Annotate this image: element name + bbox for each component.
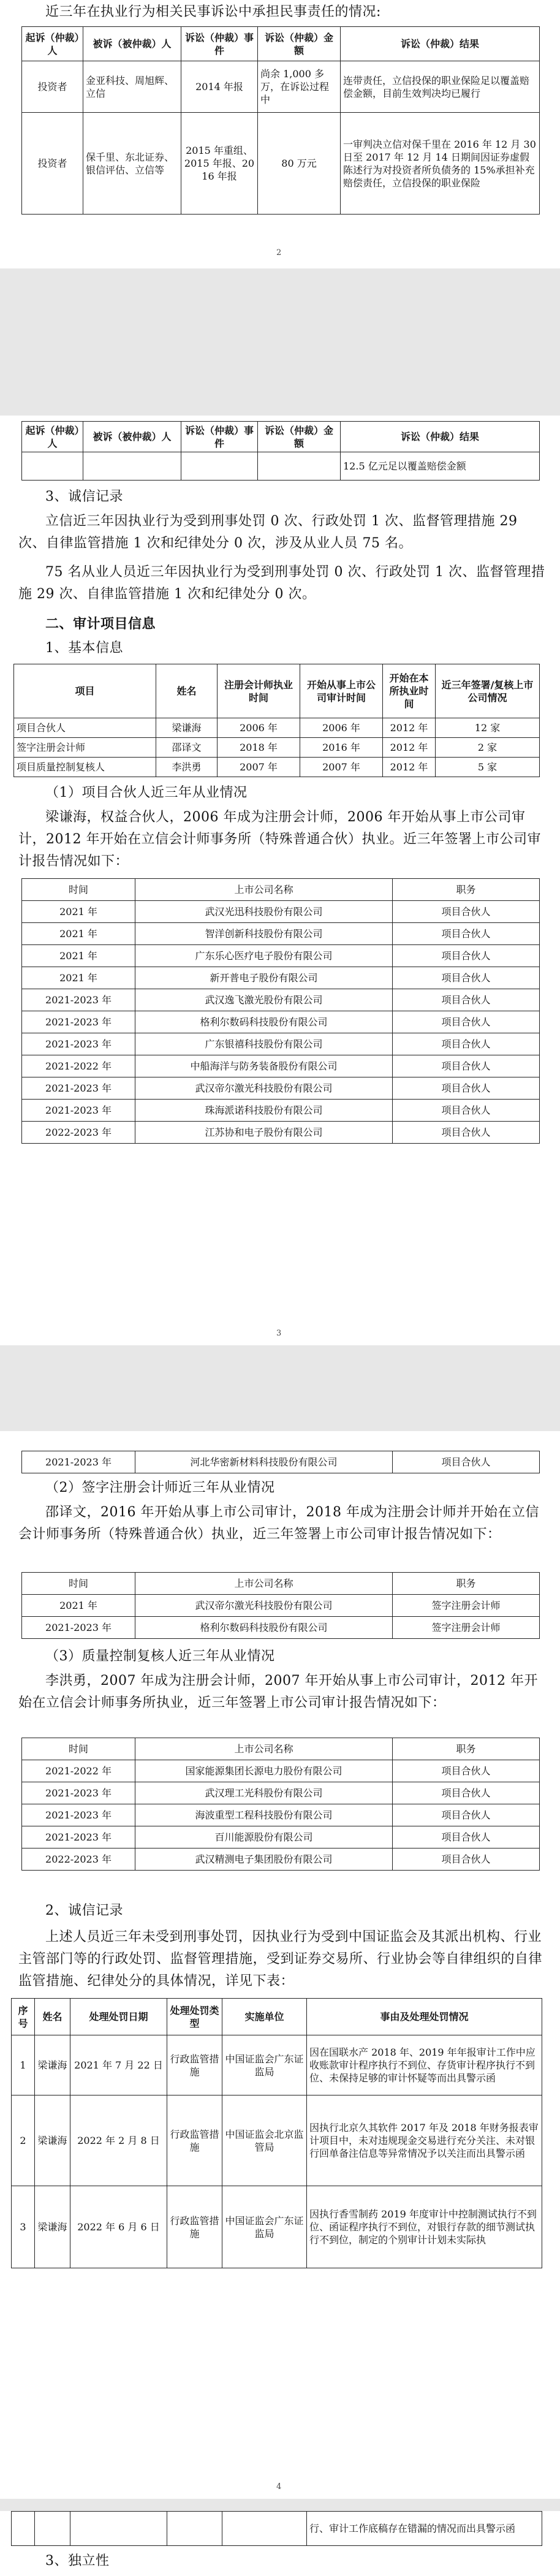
cell: 因执行香雪制药 2019 年度审计中控制测试执行不到位、函证程序执行不到位，对银行存款的细节测试执行不到位，制定的个别审计计划未实际执 bbox=[307, 2186, 542, 2268]
col-role: 职务 bbox=[393, 1573, 540, 1595]
cell: 2021-2023 年 bbox=[22, 1617, 135, 1639]
page-gap bbox=[0, 2499, 560, 2511]
cell: 项目合伙人 bbox=[393, 967, 540, 989]
civil-liability-table-cont bbox=[21, 421, 540, 481]
cell: 2021-2023 年 bbox=[22, 1782, 135, 1804]
col-time: 时间 bbox=[22, 1573, 135, 1595]
cell: 2021-2023 年 bbox=[22, 1804, 135, 1826]
table-row bbox=[12, 2186, 542, 2268]
qc-section-title: （3）质量控制复核人近三年从业情况 bbox=[45, 1649, 275, 1664]
col-plaintiff: 起诉（仲裁）人 bbox=[22, 422, 83, 452]
page-gap bbox=[0, 1345, 560, 1431]
col-result: 诉讼（仲裁）结果 bbox=[341, 27, 540, 61]
table-row bbox=[22, 1451, 540, 1473]
cell: 中国证监会北京监管局 bbox=[222, 2095, 307, 2186]
cell: 武汉理工光科股份有限公司 bbox=[135, 1782, 393, 1804]
col-event: 诉讼（仲裁）事件 bbox=[181, 27, 258, 61]
cell: 梁谦海 bbox=[35, 2095, 70, 2186]
cell: 2012 年 bbox=[383, 738, 436, 758]
cell: 武汉逸飞激光股份有限公司 bbox=[135, 989, 393, 1011]
cell: 尚余 1,000 多万，在诉讼过程中 bbox=[258, 61, 341, 113]
integrity2-desc: 上述人员近三年未受到刑事处罚，因执业行为受到中国证监会及其派出机构、行业主管部门等的行政处罚、监督管理措施，受到证券交易所、行业协会等自律组织的自律监管措施、纪律处分的具体情况，详见下表： bbox=[18, 1929, 543, 1989]
cell: 珠海派诺科技股份有限公司 bbox=[135, 1100, 393, 1122]
cell: 签字注册会计师 bbox=[393, 1617, 540, 1639]
cell: 金亚科技、周旭辉、立信 bbox=[83, 61, 181, 113]
table-row bbox=[22, 1077, 540, 1100]
page-number: 2 bbox=[276, 248, 282, 257]
cell: 因执行北京久其软件 2017 年及 2018 年财务报表审计项目中，未对违规现金交易进行充分关注、未对银行回单备注信息等异常情况予以关注而出具警示函 bbox=[307, 2095, 542, 2186]
cell: 新开普电子股份有限公司 bbox=[135, 967, 393, 989]
cell: 2014 年报 bbox=[181, 61, 258, 113]
cell: 项目合伙人 bbox=[393, 1033, 540, 1055]
cell: 梁谦海 bbox=[156, 718, 218, 738]
cell: 广东乐心医疗电子股份有限公司 bbox=[135, 945, 393, 967]
table-row bbox=[22, 1848, 540, 1871]
col-amount: 诉讼（仲裁）金额 bbox=[258, 27, 341, 61]
cell: 2016 年 bbox=[300, 738, 383, 758]
col-amount: 诉讼（仲裁）金额 bbox=[258, 422, 341, 452]
cell: 项目合伙人 bbox=[393, 923, 540, 945]
table-row bbox=[12, 2035, 542, 2095]
cell: 广东银禧科技股份有限公司 bbox=[135, 1033, 393, 1055]
cell: 因在国联水产 2018 年、2019 年年报审计工作中应收账款审计程序执行不到位、存货审计程序执行不到位、未保持足够的审计怀疑等而出具警示函 bbox=[307, 2035, 542, 2095]
page-number: 4 bbox=[276, 2482, 282, 2491]
cell: 项目合伙人 bbox=[393, 1055, 540, 1077]
cell: 2 bbox=[12, 2095, 35, 2186]
col-role: 职务 bbox=[393, 879, 540, 901]
cell: 2021 年 bbox=[22, 967, 135, 989]
civil-liability-table bbox=[21, 26, 540, 215]
signer-section-title: （2）签字注册会计师近三年从业情况 bbox=[45, 1480, 275, 1495]
cell: 格利尔数码科技股份有限公司 bbox=[135, 1011, 393, 1033]
col-cpa-since: 注册会计师执业时间 bbox=[218, 664, 300, 718]
table-row bbox=[22, 1100, 540, 1122]
cell bbox=[70, 2512, 167, 2546]
cell: 项目质量控制复核人 bbox=[14, 758, 156, 777]
cell: 中国证监会广东证监局 bbox=[222, 2186, 307, 2268]
cell: 5 家 bbox=[436, 758, 540, 777]
page-4 bbox=[0, 2511, 560, 2576]
cell: 江苏协和电子股份有限公司 bbox=[135, 1122, 393, 1144]
cell: 2021-2023 年 bbox=[22, 1826, 135, 1848]
col-time: 时间 bbox=[22, 1738, 135, 1760]
cell: 2021 年 bbox=[22, 945, 135, 967]
cell: 2021 年 bbox=[22, 923, 135, 945]
cell: 李洪勇 bbox=[156, 758, 218, 777]
table-row bbox=[22, 901, 540, 923]
col-listed-audit-since: 开始从事上市公司审计时间 bbox=[300, 664, 383, 718]
penalty-table-cont bbox=[11, 2511, 542, 2546]
cell: 2022 年 6 月 6 日 bbox=[70, 2186, 167, 2268]
penalty-table bbox=[11, 1998, 542, 2268]
table-row bbox=[22, 945, 540, 967]
signer-work-table bbox=[21, 1572, 540, 1639]
col-role: 职务 bbox=[393, 1738, 540, 1760]
cell: 2007 年 bbox=[300, 758, 383, 777]
cell bbox=[83, 452, 181, 481]
cell: 2021-2022 年 bbox=[22, 1760, 135, 1782]
cell: 2022 年 2 月 8 日 bbox=[70, 2095, 167, 2186]
cell: 项目合伙人 bbox=[393, 1804, 540, 1826]
signer-desc: 邵译文，2016 年开始从事上市公司审计，2018 年成为注册会计师并开始在立信会计师事务所（特殊普通合伙）执业，近三年签署上市公司审计报告情况如下： bbox=[18, 1505, 539, 1542]
page-gap bbox=[0, 268, 560, 416]
integrity-title: 3、诚信记录 bbox=[45, 489, 123, 504]
cell: 格利尔数码科技股份有限公司 bbox=[135, 1617, 393, 1639]
cell: 项目合伙人 bbox=[393, 901, 540, 923]
cell: 签字注册会计师 bbox=[14, 738, 156, 758]
cell: 武汉精测电子集团股份有限公司 bbox=[135, 1848, 393, 1871]
table-row bbox=[22, 1011, 540, 1033]
table-row bbox=[22, 923, 540, 945]
cell: 项目合伙人 bbox=[393, 1782, 540, 1804]
cell: 2021 年 bbox=[22, 1595, 135, 1617]
col-time: 时间 bbox=[22, 879, 135, 901]
cell: 项目合伙人 bbox=[393, 1100, 540, 1122]
cell: 2007 年 bbox=[218, 758, 300, 777]
table-row bbox=[22, 113, 540, 215]
qc-work-table bbox=[21, 1738, 540, 1871]
page-3 bbox=[0, 1431, 560, 2499]
col-result: 诉讼（仲裁）结果 bbox=[341, 422, 540, 452]
table-row bbox=[22, 1826, 540, 1848]
cell: 2022-2023 年 bbox=[22, 1122, 135, 1144]
integrity2-title: 2、诚信记录 bbox=[45, 1903, 123, 1918]
col-project: 项目 bbox=[14, 664, 156, 718]
cell: 1 bbox=[12, 2035, 35, 2095]
table-row bbox=[22, 1760, 540, 1782]
cell: 中船海洋与防务装备股份有限公司 bbox=[135, 1055, 393, 1077]
table-row bbox=[22, 1804, 540, 1826]
col-event: 诉讼（仲裁）事件 bbox=[181, 422, 258, 452]
cell: 项目合伙人 bbox=[393, 1826, 540, 1848]
cell: 3 bbox=[12, 2186, 35, 2268]
table-row bbox=[22, 989, 540, 1011]
cell: 签字注册会计师 bbox=[393, 1595, 540, 1617]
cell: 邵译文 bbox=[156, 738, 218, 758]
page-2 bbox=[0, 416, 560, 1345]
table-row bbox=[22, 1122, 540, 1144]
col-firm-since: 开始在本所执业时间 bbox=[383, 664, 436, 718]
table-row bbox=[12, 2095, 542, 2186]
cell bbox=[12, 2512, 35, 2546]
cell: 2021-2023 年 bbox=[22, 1033, 135, 1055]
col-defendant: 被诉（被仲裁）人 bbox=[83, 422, 181, 452]
cell bbox=[22, 452, 83, 481]
col-company: 上市公司名称 bbox=[135, 1738, 393, 1760]
col-name: 姓名 bbox=[35, 1999, 70, 2035]
col-company: 上市公司名称 bbox=[135, 879, 393, 901]
cell: 2021 年 7 月 22 日 bbox=[70, 2035, 167, 2095]
table-row bbox=[22, 1033, 540, 1055]
cell: 海波重型工程科技股份有限公司 bbox=[135, 1804, 393, 1826]
integrity-para-2: 75 名从业人员近三年因执业行为受到刑事处罚 0 次、行政处罚 1 次、监督管理措施 29 次、自律监管措施 1 次和纪律处分 0 次。 bbox=[18, 564, 545, 602]
cell: 2021-2023 年 bbox=[22, 989, 135, 1011]
cell: 项目合伙人 bbox=[393, 1451, 540, 1473]
partner-section-title: （1）项目合伙人近三年从业情况 bbox=[45, 785, 248, 800]
qc-desc: 李洪勇，2007 年成为注册会计师，2007 年开始从事上市公司审计，2012 年开始在立信会计师事务所执业，近三年签署上市公司审计报告情况如下： bbox=[18, 1673, 538, 1711]
cell: 项目合伙人 bbox=[393, 1760, 540, 1782]
cell: 武汉帝尔激光科技股份有限公司 bbox=[135, 1595, 393, 1617]
cell: 投资者 bbox=[22, 113, 83, 215]
cell: 项目合伙人 bbox=[14, 718, 156, 738]
table-row bbox=[22, 1055, 540, 1077]
cell: 行政监管措施 bbox=[167, 2095, 222, 2186]
cell: 12.5 亿元足以覆盖赔偿金额 bbox=[341, 452, 540, 481]
table-row bbox=[22, 1782, 540, 1804]
col-plaintiff: 起诉（仲裁）人 bbox=[22, 27, 83, 61]
cell: 行、审计工作底稿存在错漏的情况而出具警示函 bbox=[307, 2512, 542, 2546]
cell: 2021-2023 年 bbox=[22, 1011, 135, 1033]
cell: 2021-2023 年 bbox=[22, 1100, 135, 1122]
cell bbox=[258, 452, 341, 481]
cell: 武汉帝尔激光科技股份有限公司 bbox=[135, 1077, 393, 1100]
table-row bbox=[14, 738, 540, 758]
table-row bbox=[12, 2512, 542, 2546]
cell bbox=[35, 2512, 70, 2546]
cell: 2021-2022 年 bbox=[22, 1055, 135, 1077]
basic-info-table bbox=[13, 664, 540, 777]
table-row bbox=[14, 718, 540, 738]
partner-work-table bbox=[21, 878, 540, 1144]
col-date: 处理处罚日期 bbox=[70, 1999, 167, 2035]
cell: 河北华密新材料科技股份有限公司 bbox=[135, 1451, 393, 1473]
cell: 中国证监会广东证监局 bbox=[222, 2035, 307, 2095]
cell: 2006 年 bbox=[300, 718, 383, 738]
table-row bbox=[22, 967, 540, 989]
cell: 一审判决立信对保千里在 2016 年 12 月 30 日至 2017 年 12 月 14 日期间因证券虚假陈述行为对投资者所负债务的 15%承担补充赔偿责任，立信投保的职业保险 bbox=[341, 113, 540, 215]
cell: 行政监管措施 bbox=[167, 2186, 222, 2268]
table-row bbox=[14, 758, 540, 777]
cell: 2015 年重组、2015 年报、2016 年报 bbox=[181, 113, 258, 215]
col-three-year-count: 近三年签署/复核上市公司情况 bbox=[436, 664, 540, 718]
basic-info-title: 1、基本信息 bbox=[45, 640, 123, 656]
cell: 武汉光迅科技股份有限公司 bbox=[135, 901, 393, 923]
cell: 百川能源股份有限公司 bbox=[135, 1826, 393, 1848]
col-company: 上市公司名称 bbox=[135, 1573, 393, 1595]
cell bbox=[222, 2512, 307, 2546]
cell: 80 万元 bbox=[258, 113, 341, 215]
cell bbox=[167, 2512, 222, 2546]
cell: 2 家 bbox=[436, 738, 540, 758]
cell: 2006 年 bbox=[218, 718, 300, 738]
cell: 智洋创新科技股份有限公司 bbox=[135, 923, 393, 945]
partner-work-table-cont bbox=[21, 1451, 540, 1473]
cell: 国家能源集团长源电力股份有限公司 bbox=[135, 1760, 393, 1782]
col-reason: 事由及处理处罚情况 bbox=[307, 1999, 542, 2035]
integrity-para-1: 立信近三年因执业行为受到刑事处罚 0 次、行政处罚 1 次、监督管理措施 29 次、自律监管措施 1 次和纪律处分 0 次，涉及从业人员 75 名。 bbox=[18, 514, 518, 551]
independence-title: 3、独立性 bbox=[45, 2553, 110, 2569]
cell: 项目合伙人 bbox=[393, 945, 540, 967]
page-1 bbox=[0, 0, 560, 268]
cell: 2021-2023 年 bbox=[22, 1451, 135, 1473]
section-title: 二、审计项目信息 bbox=[45, 616, 156, 632]
cell: 2021 年 bbox=[22, 901, 135, 923]
col-seq: 序号 bbox=[12, 1999, 35, 2035]
cell: 梁谦海 bbox=[35, 2035, 70, 2095]
cell: 2012 年 bbox=[383, 758, 436, 777]
cell: 项目合伙人 bbox=[393, 989, 540, 1011]
page-number: 3 bbox=[276, 1329, 282, 1338]
cell: 梁谦海 bbox=[35, 2186, 70, 2268]
civil-liability-intro: 近三年在执业行为相关民事诉讼中承担民事责任的情况: bbox=[45, 4, 381, 20]
cell bbox=[181, 452, 258, 481]
cell: 保千里、东北证券、银信评估、立信等 bbox=[83, 113, 181, 215]
col-name: 姓名 bbox=[156, 664, 218, 718]
partner-desc: 梁谦海，权益合伙人，2006 年成为注册会计师，2006 年开始从事上市公司审计，2012 年开始在立信会计师事务所（特殊普通合伙）执业。近三年签署上市公司审计报告情况如下： bbox=[18, 810, 541, 869]
cell: 12 家 bbox=[436, 718, 540, 738]
table-row bbox=[22, 1595, 540, 1617]
cell: 投资者 bbox=[22, 61, 83, 113]
cell: 2022-2023 年 bbox=[22, 1848, 135, 1871]
cell: 项目合伙人 bbox=[393, 1077, 540, 1100]
table-row bbox=[22, 61, 540, 113]
cell: 项目合伙人 bbox=[393, 1848, 540, 1871]
cell: 项目合伙人 bbox=[393, 1011, 540, 1033]
cell: 2018 年 bbox=[218, 738, 300, 758]
col-agency: 实施单位 bbox=[222, 1999, 307, 2035]
cell: 项目合伙人 bbox=[393, 1122, 540, 1144]
cell: 行政监管措施 bbox=[167, 2035, 222, 2095]
table-row bbox=[22, 1617, 540, 1639]
cell: 连带责任，立信投保的职业保险足以覆盖赔偿金额，目前生效判决均已履行 bbox=[341, 61, 540, 113]
col-type: 处理处罚类型 bbox=[167, 1999, 222, 2035]
cell: 2012 年 bbox=[383, 718, 436, 738]
cell: 2021-2023 年 bbox=[22, 1077, 135, 1100]
table-row bbox=[22, 452, 540, 481]
col-defendant: 被诉（被仲裁）人 bbox=[83, 27, 181, 61]
